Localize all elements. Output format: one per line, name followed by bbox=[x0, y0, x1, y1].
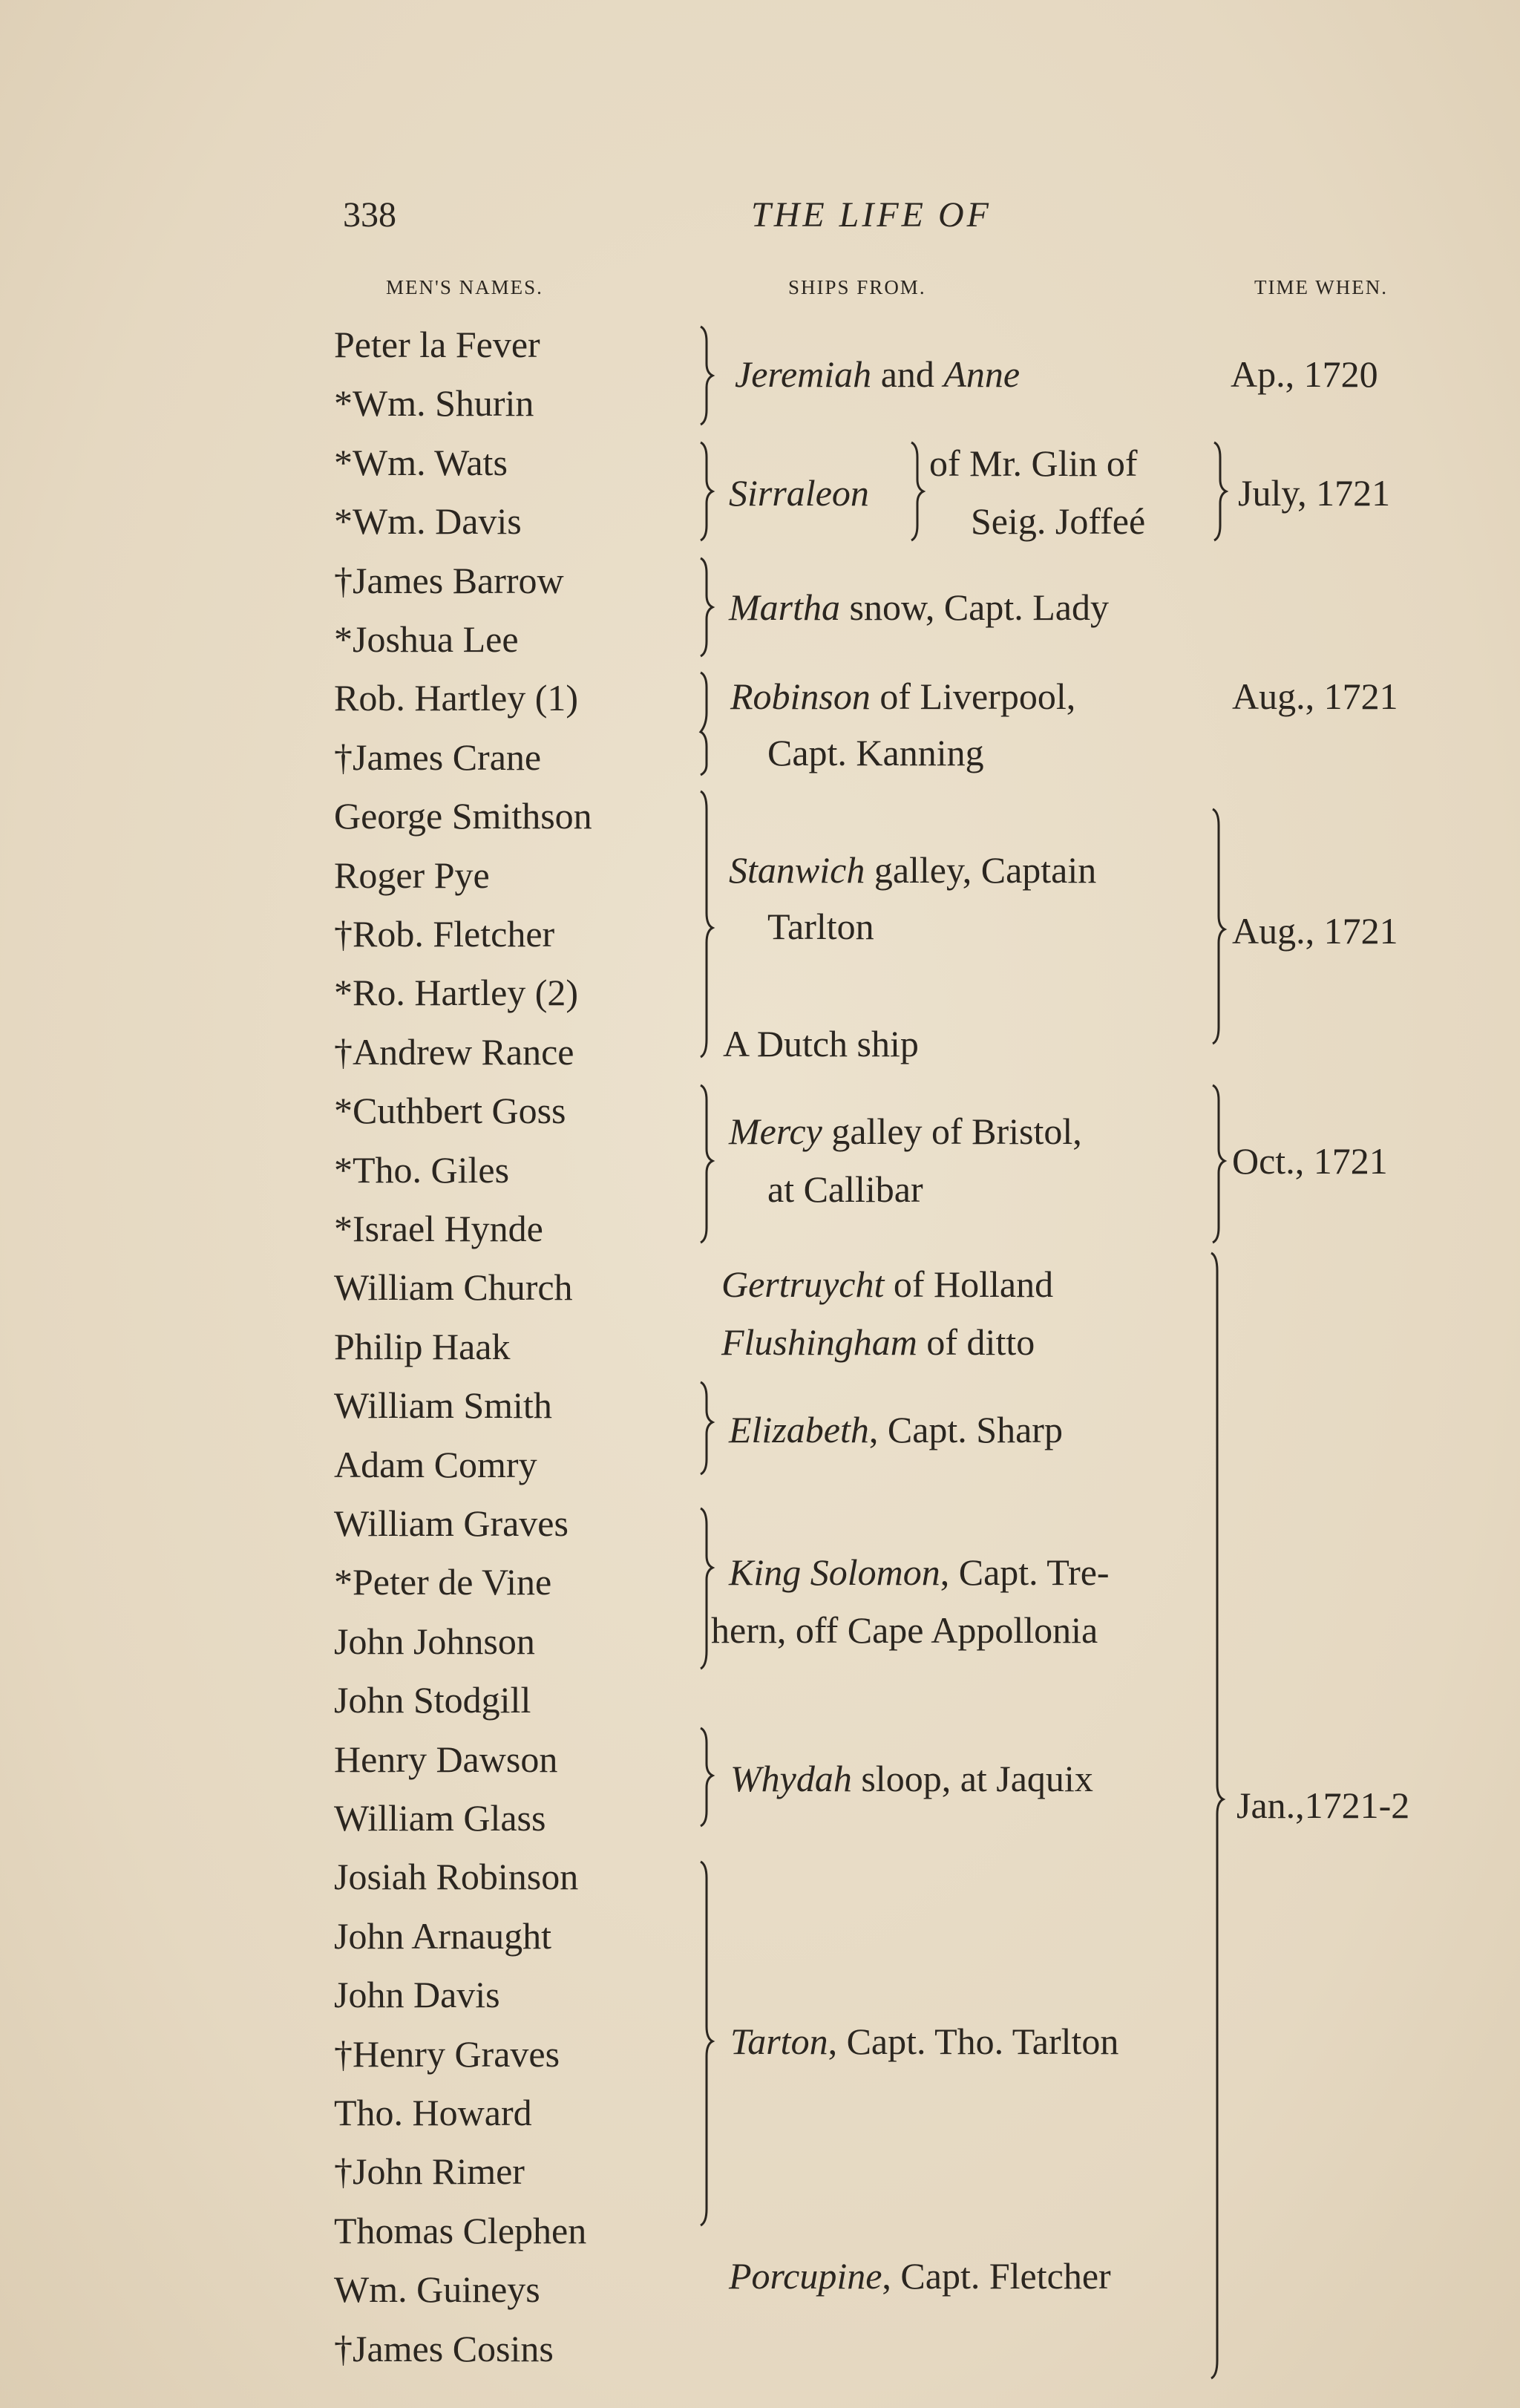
name-entry: †James Cosins bbox=[334, 2328, 554, 2369]
name-entry: †Henry Graves bbox=[334, 2033, 560, 2075]
brace bbox=[701, 1862, 712, 2225]
name-entry: *Cuthbert Goss bbox=[334, 1090, 566, 1131]
ship-entry-detail: Seig. Joffeé bbox=[971, 500, 1146, 542]
brace bbox=[701, 327, 712, 425]
name-entry: †John Rimer bbox=[334, 2150, 525, 2192]
name-entry: Roger Pye bbox=[334, 854, 490, 896]
name-entry: *Peter de Vine bbox=[334, 1561, 552, 1603]
column-header-ships: SHIPS FROM. bbox=[788, 276, 926, 298]
ship-entry: Gertruycht of Holland bbox=[721, 1263, 1054, 1305]
name-entry: William Church bbox=[334, 1266, 573, 1308]
name-entry: *Israel Hynde bbox=[334, 1208, 543, 1249]
brace bbox=[911, 442, 923, 540]
name-entry: Thomas Clephen bbox=[334, 2210, 587, 2251]
ship-entry-detail: Capt. Kanning bbox=[767, 732, 984, 773]
ship-entry: Jeremiah and Anne bbox=[735, 353, 1021, 395]
brace bbox=[1213, 809, 1225, 1044]
name-entry: John Arnaught bbox=[334, 1915, 552, 1957]
brace bbox=[1211, 1253, 1223, 2378]
ship-entry: Whydah sloop, at Jaquix bbox=[730, 1758, 1093, 1799]
date-entry: Ap., 1720 bbox=[1231, 353, 1378, 395]
brace bbox=[701, 442, 712, 540]
name-entry: Peter la Fever bbox=[334, 324, 540, 365]
ship-entry: Robinson of Liverpool, bbox=[730, 675, 1076, 717]
name-entry: Henry Dawson bbox=[334, 1738, 558, 1780]
column-header-time: TIME WHEN. bbox=[1254, 276, 1388, 298]
brace bbox=[701, 558, 712, 656]
name-entry: William Smith bbox=[334, 1384, 552, 1426]
ship-entry: Stanwich galley, Captain bbox=[729, 849, 1097, 891]
name-entry: Philip Haak bbox=[334, 1326, 511, 1367]
brace bbox=[701, 673, 707, 775]
name-entry: John Davis bbox=[334, 1974, 500, 2015]
ship-entry: A Dutch ship bbox=[723, 1023, 919, 1064]
brace bbox=[701, 1085, 712, 1243]
running-title: THE LIFE OF bbox=[751, 195, 992, 235]
name-entry: Wm. Guineys bbox=[334, 2268, 540, 2310]
name-entry: John Stodgill bbox=[334, 1679, 531, 1721]
date-entry: Jan.,1721-2 bbox=[1236, 1784, 1410, 1826]
name-entry: *Wm. Davis bbox=[334, 500, 522, 542]
name-entry: *Tho. Giles bbox=[334, 1149, 510, 1191]
date-entry: Oct., 1721 bbox=[1232, 1140, 1388, 1182]
date-entry: Aug., 1721 bbox=[1232, 675, 1398, 717]
date-entry: Aug., 1721 bbox=[1232, 910, 1398, 952]
ship-entry: Porcupine, Capt. Fletcher bbox=[729, 2255, 1111, 2297]
ship-entry-detail: Tarlton bbox=[767, 906, 874, 947]
name-entry: †James Barrow bbox=[334, 560, 564, 601]
name-entry: John Johnson bbox=[334, 1620, 535, 1662]
date-entry: July, 1721 bbox=[1238, 472, 1391, 514]
name-entry: *Wm. Shurin bbox=[334, 382, 534, 424]
name-entry: †Andrew Rance bbox=[334, 1031, 574, 1073]
ship-entry-detail: hern, off Cape Appollonia bbox=[711, 1609, 1098, 1651]
ship-entry: Martha snow, Capt. Lady bbox=[729, 586, 1109, 628]
column-header-names: MEN'S NAMES. bbox=[386, 276, 543, 298]
ship-entry: Sirraleon bbox=[729, 472, 869, 514]
ship-entry-detail: of Mr. Glin of bbox=[929, 442, 1138, 484]
name-entry: George Smithson bbox=[334, 795, 592, 837]
ship-entry: Elizabeth, Capt. Sharp bbox=[729, 1409, 1063, 1450]
name-entry: Tho. Howard bbox=[334, 2092, 532, 2133]
name-entry: Josiah Robinson bbox=[334, 1856, 579, 1897]
ship-entry-detail: at Callibar bbox=[767, 1168, 923, 1210]
name-entry: William Glass bbox=[334, 1797, 546, 1839]
name-entry: Adam Comry bbox=[334, 1444, 537, 1485]
name-entry: *Ro. Hartley (2) bbox=[334, 972, 579, 1013]
name-entry: William Graves bbox=[334, 1502, 569, 1544]
ship-entry: Flushingham of ditto bbox=[721, 1321, 1035, 1363]
name-entry: *Joshua Lee bbox=[334, 618, 519, 660]
name-entry: †Rob. Fletcher bbox=[334, 913, 555, 955]
brace bbox=[701, 1728, 712, 1826]
brace bbox=[701, 1382, 712, 1474]
page-number: 338 bbox=[343, 195, 396, 235]
ship-entry: Mercy galley of Bristol, bbox=[729, 1110, 1082, 1152]
name-entry: Rob. Hartley (1) bbox=[334, 677, 579, 719]
name-entry: †James Crane bbox=[334, 736, 542, 778]
brace bbox=[1214, 442, 1226, 540]
name-entry: *Wm. Wats bbox=[334, 442, 508, 483]
ship-entry: Tarton, Capt. Tho. Tarlton bbox=[730, 2021, 1119, 2062]
brace bbox=[701, 791, 712, 1057]
ship-entry: King Solomon, Capt. Tre- bbox=[729, 1551, 1110, 1593]
brace bbox=[1213, 1085, 1225, 1243]
